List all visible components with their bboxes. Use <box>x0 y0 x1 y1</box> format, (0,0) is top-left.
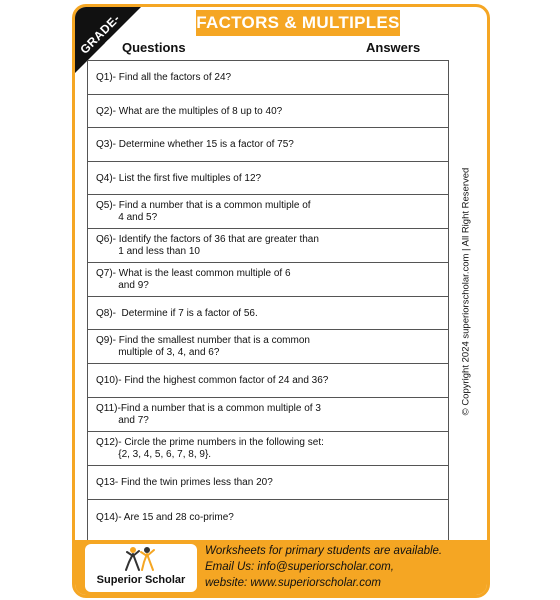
question-row <box>88 398 448 432</box>
footer-line-1: Worksheets for primary students are available. <box>205 545 443 557</box>
question-text: Q10)- Find the highest common factor of 24 and 36? <box>96 375 329 386</box>
question-text: Q13- Find the twin primes less than 20? <box>96 477 273 488</box>
footer-line-2: Email Us: info@superiorscholar.com, <box>205 561 394 573</box>
question-row <box>88 162 448 195</box>
scholar-figures-icon <box>123 546 159 572</box>
question-row <box>88 432 448 466</box>
questions-table <box>87 60 449 544</box>
question-text: Q11)-Find a number that is a common multiple of 3 and 7? <box>96 403 321 426</box>
question-row <box>88 195 448 229</box>
question-text: Q8)- Determine if 7 is a factor of 56. <box>96 308 258 319</box>
question-text: Q7)- What is the least common multiple of 6 and 9? <box>96 268 291 291</box>
question-row <box>88 128 448 162</box>
question-row <box>88 263 448 297</box>
question-text: Q2)- What are the multiples of 8 up to 40? <box>96 106 283 117</box>
logo-name: Superior Scholar <box>96 574 186 586</box>
question-text: Q6)- Identify the factors of 36 that are greater than 1 and less than 10 <box>96 234 319 257</box>
question-text: Q14)- Are 15 and 28 co-prime? <box>96 512 234 523</box>
question-row <box>88 61 448 95</box>
question-text: Q1)- Find all the factors of 24? <box>96 72 232 83</box>
question-text: Q12)- Circle the prime numbers in the following set: {2, 3, 4, 5, 6, 7, 8, 9}. <box>96 437 324 460</box>
footer-line-3: website: www.superiorscholar.com <box>205 577 381 589</box>
question-row <box>88 500 448 535</box>
question-text: Q4)- List the first five multiples of 12? <box>96 173 262 184</box>
question-text: Q3)- Determine whether 15 is a factor of 75? <box>96 139 294 150</box>
question-row <box>88 95 448 128</box>
question-row <box>88 297 448 330</box>
question-row <box>88 466 448 500</box>
grade-label: GRADE- 5 <box>77 11 123 57</box>
question-row <box>88 364 448 398</box>
answers-header: Answers <box>366 40 421 55</box>
logo <box>85 544 197 592</box>
copyright-text: © Copyright 2024 superiorscholar.com | All Right Reserved <box>460 167 472 416</box>
question-text: Q9)- Find the smallest number that is a common multiple of 3, 4, and 6? <box>96 335 310 358</box>
footer-banner <box>75 540 487 595</box>
worksheet-title: FACTORS & MULTIPLES <box>196 10 400 36</box>
question-text: Q5)- Find a number that is a common multiple of 4 and 5? <box>96 200 311 223</box>
question-row <box>88 229 448 263</box>
question-row <box>88 330 448 364</box>
questions-header: Questions <box>122 40 186 55</box>
